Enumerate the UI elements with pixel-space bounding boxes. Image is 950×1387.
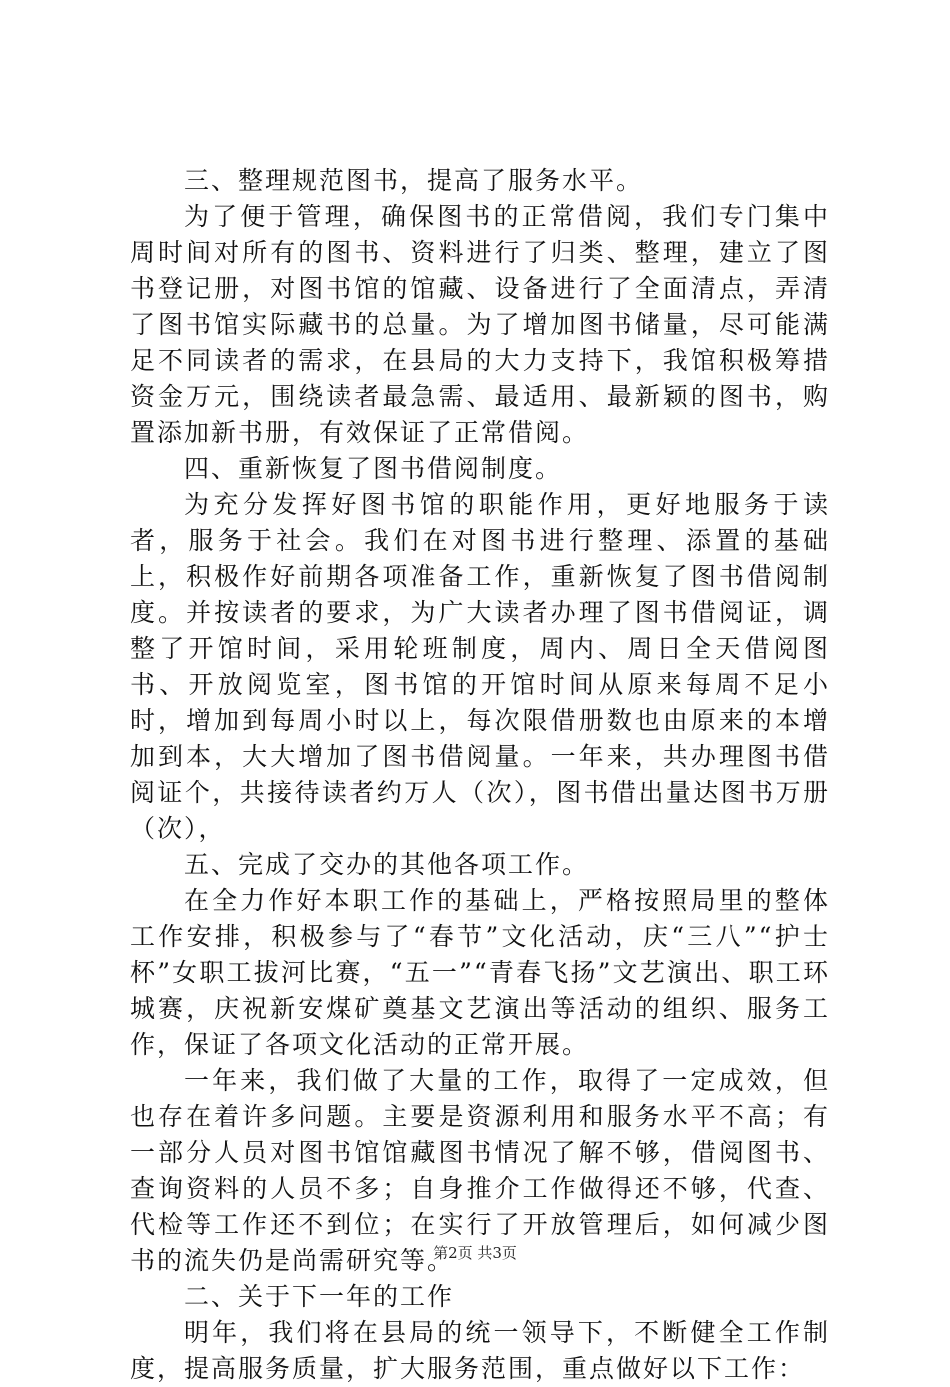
section-heading-5: 五、完成了交办的其他各项工作。	[184, 850, 590, 879]
section-heading-4: 四、重新恢复了图书借阅制度。	[184, 454, 563, 483]
section-heading-3: 三、整理规范图书，提高了服务水平。	[184, 166, 644, 195]
paragraph-next-year-plan: 明年，我们将在县局的统一领导下，不断健全工作制度，提高服务质量，扩大服务范围，重点做好以下工作：	[130, 1318, 830, 1383]
paragraph-other-work: 在全力作好本职工作的基础上，严格按照局里的整体工作安排，积极参与了“春节”文化活动，庆“三八”“护士杯”女职工拔河比赛，“五一”“青春飞扬”文艺演出、职工环城赛，庆祝新安煤矿奠基文艺演出等活动的组织、服务工作，保证了各项文化活动的正常开展。	[130, 886, 830, 1059]
paragraph-book-organization: 为了便于管理，确保图书的正常借阅，我们专门集中周时间对所有的图书、资料进行了归类、整理，建立了图书登记册，对图书馆的馆藏、设备进行了全面清点，弄清了图书馆实际藏书的总量。为了增加图书储量，尽可能满足不同读者的需求，在县局的大力支持下，我馆积极筹措资金万元，围绕读者最急需、最适用、最新颖的图书，购置添加新书册，有效保证了正常借阅。	[130, 202, 830, 447]
document-body	[130, 163, 830, 1387]
paragraph-borrowing-system: 为充分发挥好图书馆的职能作用，更好地服务于读者，服务于社会。我们在对图书进行整理、添置的基础上，积极作好前期各项准备工作，重新恢复了图书借阅制度。并按读者的要求，为广大读者办理了图书借阅证，调整了开馆时间，采用轮班制度，周内、周日全天借阅图书、开放阅览室，图书馆的开馆时间从原来每周不足小时，增加到每周小时以上，每次限借册数也由原来的本增加到本，大大增加了图书借阅量。一年来，共办理图书借阅证个，共接待读者约万人（次），图书借出量达图书万册（次），	[130, 490, 830, 843]
section-heading-next-year: 二、关于下一年的工作	[184, 1282, 455, 1311]
page-number-footer: 第2页 共3页	[433, 1244, 517, 1262]
paragraph-problems: 一年来，我们做了大量的工作，取得了一定成效，但也存在着许多问题。主要是资源利用和服务水平不高；有一部分人员对图书馆馆藏图书情况了解不够，借阅图书、查询资料的人员不多；自身推介工作做得还不够，代查、代检等工作还不到位；在实行了开放管理后，如何减少图书的流失仍是尚需研究等。	[130, 1066, 830, 1275]
